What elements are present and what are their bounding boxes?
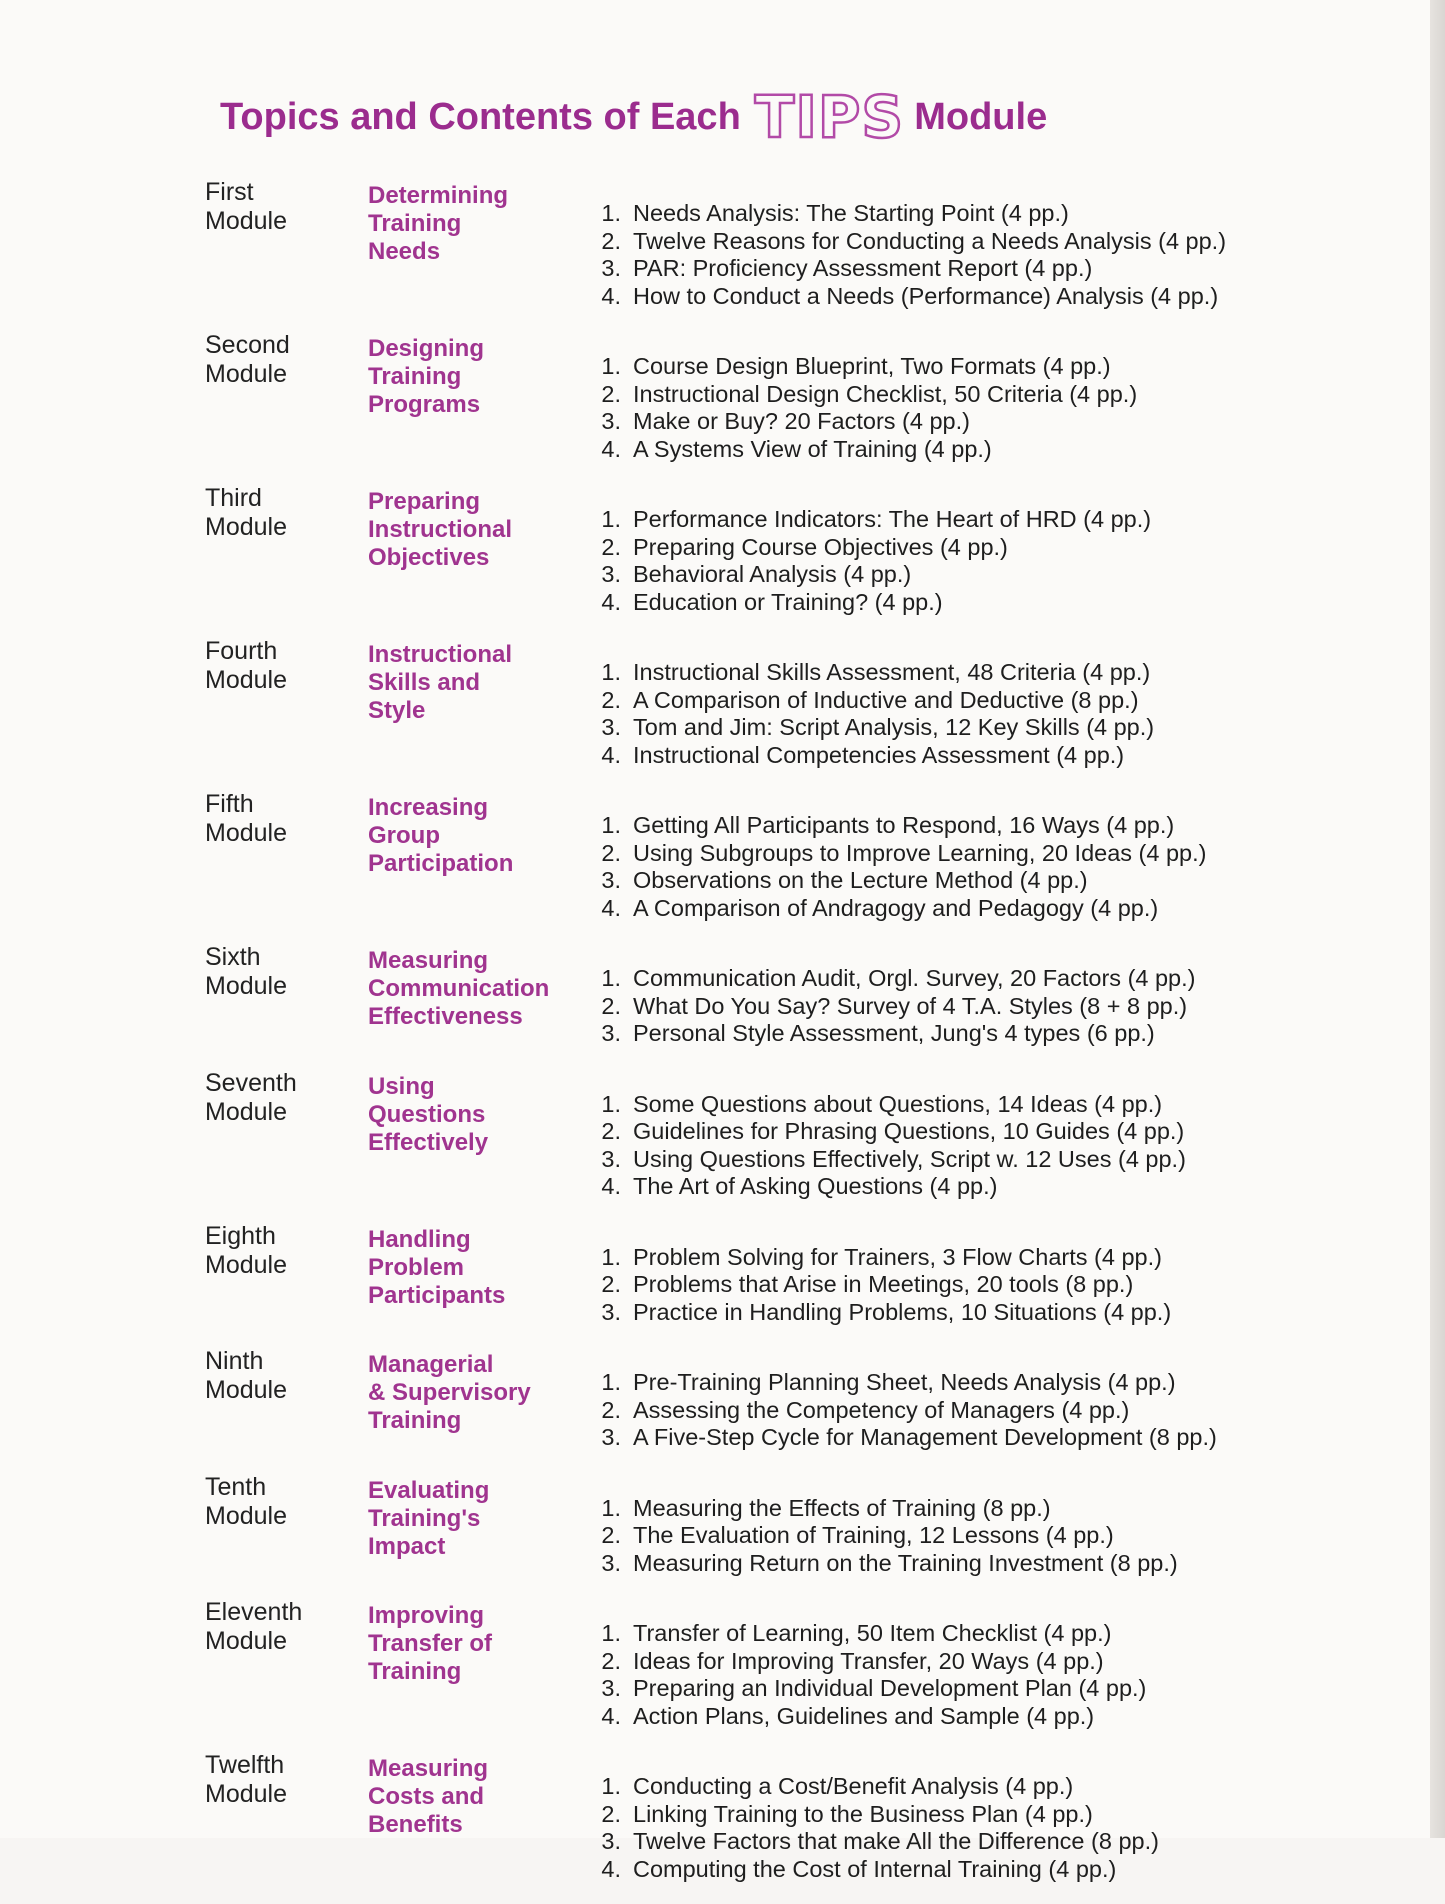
content-item-text: The Art of Asking Questions (4 pp.) (633, 1173, 998, 1199)
content-item-text: Instructional Skills Assessment, 48 Criteria (4 pp.) (633, 659, 1151, 685)
title-after: Module (914, 95, 1048, 138)
content-item-text: Ideas for Improving Transfer, 20 Ways (4 pp.) (633, 1647, 1104, 1674)
content-item-text: Instructional Design Checklist, 50 Criteria (4 pp.) (633, 380, 1138, 407)
module-topic-line: Training (368, 210, 462, 237)
module-label-word: Module (205, 819, 287, 847)
module-label-word: Module (205, 513, 287, 541)
content-item-number: 2. (601, 1522, 621, 1548)
content-item-number: 4. (601, 741, 621, 768)
module-row (205, 1222, 1275, 1327)
module-topic-line: Improving (368, 1602, 485, 1629)
module-contents (586, 1598, 1275, 1730)
content-item (586, 965, 1275, 993)
content-item-text: Behavioral Analysis (4 pp.) (633, 561, 912, 587)
content-item-number: 3. (601, 1424, 621, 1450)
module-topic-line: Training's (368, 1504, 481, 1532)
content-item (586, 589, 1275, 617)
content-item-text: A Five-Step Cycle for Management Development (8 pp.) (633, 1424, 1217, 1450)
content-item-number: 3. (601, 867, 621, 893)
module-topic-line: Handling (368, 1225, 471, 1253)
module-topic (368, 1473, 586, 1578)
content-item (586, 381, 1275, 409)
module-label-ordinal: Second (205, 331, 290, 359)
module-label (205, 1222, 368, 1327)
content-item (586, 228, 1275, 256)
content-item (586, 1397, 1275, 1425)
content-item-number: 3. (601, 1020, 621, 1046)
module-contents (586, 1069, 1275, 1201)
content-item-text: What Do You Say? Survey of 4 T.A. Styles (8 + 8 pp.) (633, 992, 1188, 1019)
content-item (586, 1773, 1275, 1801)
module-topic-line: Evaluating (368, 1476, 490, 1504)
module-label (205, 1473, 368, 1578)
module-topic-line: Increasing (368, 794, 489, 821)
title-before: Topics and Contents of Each (220, 95, 741, 138)
module-label-ordinal: Fourth (205, 637, 278, 665)
module-topic-line: Questions (368, 1100, 486, 1128)
content-item (586, 436, 1275, 464)
module-topic (368, 1751, 586, 1883)
content-item-text: Instructional Competencies Assessment (4 pp.) (633, 741, 1125, 768)
content-item-number: 2. (601, 1271, 621, 1297)
module-topic-line: Transfer of (368, 1630, 493, 1657)
module-label (205, 1751, 368, 1883)
content-item-text: Twelve Factors that make All the Difference (8 pp.) (633, 1828, 1159, 1854)
content-item-text: A Comparison of Andragogy and Pedagogy (4 pp.) (633, 894, 1159, 921)
module-label-ordinal: First (205, 178, 254, 206)
module-topic-line: Problem (368, 1253, 465, 1281)
module-topic (368, 1222, 586, 1327)
content-item-number: 3. (601, 714, 621, 740)
content-item (586, 255, 1275, 283)
module-topic-line: Preparing (368, 488, 481, 515)
content-item (586, 840, 1275, 868)
module-contents (586, 943, 1275, 1048)
content-item-number: 1. (601, 812, 621, 838)
content-item-text: Make or Buy? 20 Factors (4 pp.) (633, 408, 970, 434)
module-label-ordinal: Third (205, 484, 262, 512)
content-item-number: 1. (601, 1090, 621, 1117)
content-item-text: Needs Analysis: The Starting Point (4 pp.) (633, 200, 1069, 226)
module-topic-line: Group (368, 822, 440, 849)
module-label-word: Module (205, 360, 287, 388)
content-item (586, 200, 1275, 228)
module-contents (586, 1347, 1275, 1452)
content-item-number: 2. (601, 839, 621, 866)
content-item (586, 742, 1275, 770)
module-topic-line: Training (368, 363, 462, 390)
module-label (205, 484, 368, 616)
page-edge (1430, 0, 1445, 1838)
module-topic (368, 943, 586, 1048)
module-topic (368, 1598, 586, 1730)
module-label-ordinal: Twelfth (205, 1751, 285, 1779)
module-topic (368, 484, 586, 616)
module-topic-line: Managerial (368, 1351, 494, 1378)
module-label-ordinal: Sixth (205, 943, 261, 971)
module-contents (586, 1222, 1275, 1327)
content-item (586, 1091, 1275, 1119)
module-row (205, 1473, 1275, 1578)
content-item (586, 867, 1275, 895)
module-topic-line: Programs (368, 391, 481, 418)
module-row (205, 1751, 1275, 1883)
content-item-number: 1. (601, 1773, 621, 1799)
module-label (205, 331, 368, 463)
content-item-number: 2. (601, 1118, 621, 1144)
module-topic-line: Communication (368, 975, 550, 1002)
content-item-text: Action Plans, Guidelines and Sample (4 pp.) (633, 1702, 1095, 1729)
module-label-ordinal: Fifth (205, 790, 254, 818)
module-contents (586, 331, 1275, 463)
content-item-text: Communication Audit, Orgl. Survey, 20 Factors (4 pp.) (633, 965, 1196, 991)
content-item-text: Using Subgroups to Improve Learning, 20 Ideas (4 pp.) (633, 839, 1207, 866)
module-topic-line: Measuring (368, 947, 489, 974)
module-topic-line: Costs and (368, 1783, 485, 1810)
content-item-number: 3. (601, 1675, 621, 1701)
module-topic-line: Instructional (368, 516, 513, 543)
module-label-word: Module (205, 1780, 287, 1808)
module-label (205, 637, 368, 769)
content-item-text: Measuring the Effects of Training (8 pp.) (633, 1494, 1051, 1521)
module-label-word: Module (205, 1501, 287, 1530)
module-label-word: Module (205, 1627, 287, 1655)
content-item-text: Computing the Cost of Internal Training (4 pp.) (633, 1855, 1117, 1882)
content-item-number: 1. (601, 200, 621, 226)
content-item-text: Course Design Blueprint, Two Formats (4 pp.) (633, 353, 1111, 379)
module-topic-line: Training (368, 1658, 462, 1685)
content-item-text: Twelve Reasons for Conducting a Needs Analysis (4 pp.) (633, 227, 1227, 254)
content-item-text: A Comparison of Inductive and Deductive (8 pp.) (633, 686, 1139, 713)
module-topic-line: Designing (368, 335, 485, 362)
content-item-number: 3. (601, 408, 621, 434)
content-item-text: Preparing Course Objectives (4 pp.) (633, 533, 1008, 560)
module-topic-line: Effectiveness (368, 1003, 523, 1030)
module-label (205, 1598, 368, 1730)
module-topic-line: Training (368, 1407, 462, 1434)
module-label-word: Module (205, 1250, 287, 1279)
content-item (586, 1620, 1275, 1648)
module-contents (586, 790, 1275, 922)
content-item-text: Education or Training? (4 pp.) (633, 588, 943, 615)
content-item-number: 2. (601, 1647, 621, 1674)
content-item-text: Performance Indicators: The Heart of HRD (4 pp.) (633, 506, 1152, 532)
content-item-number: 4. (601, 1855, 621, 1882)
content-item-number: 1. (601, 353, 621, 379)
content-item-number: 1. (601, 506, 621, 532)
content-item-number: 2. (601, 1396, 621, 1423)
module-topic-line: Impact (368, 1532, 446, 1560)
content-item (586, 1146, 1275, 1174)
content-item (586, 1495, 1275, 1523)
content-item (586, 687, 1275, 715)
content-item (586, 714, 1275, 742)
content-item (586, 1173, 1275, 1201)
module-label (205, 1069, 368, 1201)
content-item-text: Assessing the Competency of Managers (4 pp.) (633, 1396, 1130, 1423)
module-topic-line: Instructional (368, 641, 513, 668)
module-row (205, 1598, 1275, 1730)
module-label-word: Module (205, 1097, 287, 1126)
content-item-number: 3. (601, 1549, 621, 1576)
content-item (586, 561, 1275, 589)
module-label-word: Module (205, 207, 287, 235)
module-topic (368, 1347, 586, 1452)
content-item (586, 1703, 1275, 1731)
content-item (586, 1244, 1275, 1272)
content-item-text: Transfer of Learning, 50 Item Checklist (4 pp.) (633, 1620, 1112, 1646)
content-item (586, 1801, 1275, 1829)
module-row (205, 637, 1275, 769)
module-contents (586, 178, 1275, 310)
content-item (586, 895, 1275, 923)
content-item-text: Problem Solving for Trainers, 3 Flow Charts (4 pp.) (633, 1243, 1162, 1270)
module-label (205, 943, 368, 1048)
content-item-number: 3. (601, 561, 621, 587)
content-item-number: 4. (601, 1173, 621, 1199)
content-item-number: 3. (601, 1828, 621, 1854)
module-topic (368, 331, 586, 463)
module-row (205, 1347, 1275, 1452)
module-list (205, 178, 1275, 1904)
module-row (205, 331, 1275, 463)
content-item-text: Guidelines for Phrasing Questions, 10 Guides (4 pp.) (633, 1118, 1185, 1144)
content-item-number: 2. (601, 992, 621, 1019)
module-topic-line: Effectively (368, 1128, 489, 1156)
content-item-number: 1. (601, 659, 621, 685)
module-row (205, 790, 1275, 922)
module-row (205, 178, 1275, 310)
content-item-number: 4. (601, 588, 621, 615)
content-item-text: Using Questions Effectively, Script w. 12 Uses (4 pp.) (633, 1145, 1186, 1172)
content-item-text: Linking Training to the Business Plan (4 pp.) (633, 1800, 1093, 1827)
content-item-number: 1. (601, 1243, 621, 1270)
content-item (586, 659, 1275, 687)
content-item (586, 1020, 1275, 1048)
page-title (220, 83, 1048, 151)
content-item-number: 2. (601, 227, 621, 254)
module-topic-line: Measuring (368, 1755, 489, 1782)
content-item-text: A Systems View of Training (4 pp.) (633, 435, 992, 462)
content-item-text: The Evaluation of Training, 12 Lessons (4 pp.) (633, 1522, 1114, 1548)
content-item (586, 1675, 1275, 1703)
module-topic-line: Objectives (368, 544, 490, 571)
module-topic-line: Skills and (368, 669, 481, 696)
module-topic (368, 637, 586, 769)
content-item-number: 4. (601, 894, 621, 921)
content-item-text: Observations on the Lecture Method (4 pp.) (633, 867, 1088, 893)
content-item-number: 1. (601, 1494, 621, 1521)
module-label-ordinal: Seventh (205, 1068, 297, 1097)
module-topic (368, 178, 586, 310)
module-row (205, 1069, 1275, 1201)
content-item-number: 1. (601, 1369, 621, 1395)
content-item (586, 1118, 1275, 1146)
content-item (586, 993, 1275, 1021)
content-item-text: Personal Style Assessment, Jung's 4 types (6 pp.) (633, 1020, 1155, 1046)
content-item-number: 3. (601, 1298, 621, 1325)
content-item-text: Conducting a Cost/Benefit Analysis (4 pp.) (633, 1773, 1074, 1799)
content-item-text: Practice in Handling Problems, 10 Situations (4 pp.) (633, 1298, 1172, 1325)
content-item-number: 3. (601, 255, 621, 281)
content-item (586, 1424, 1275, 1452)
module-label-word: Module (205, 1376, 287, 1404)
module-topic (368, 1069, 586, 1201)
module-label-ordinal: Eleventh (205, 1598, 303, 1626)
content-item-number: 2. (601, 1800, 621, 1827)
module-contents (586, 637, 1275, 769)
module-topic-line: Determining (368, 182, 509, 209)
content-item-text: Getting All Participants to Respond, 16 Ways (4 pp.) (633, 812, 1175, 838)
module-label-word: Module (205, 666, 287, 694)
content-item-number: 1. (601, 965, 621, 991)
content-item-text: PAR: Proficiency Assessment Report (4 pp.) (633, 255, 1093, 281)
content-item-text: Some Questions about Questions, 14 Ideas (4 pp.) (633, 1090, 1163, 1117)
content-item-text: Pre-Training Planning Sheet, Needs Analysis (4 pp.) (633, 1369, 1176, 1395)
content-item (586, 283, 1275, 311)
module-row (205, 943, 1275, 1048)
content-item-number: 1. (601, 1620, 621, 1646)
module-contents (586, 484, 1275, 616)
content-item (586, 1299, 1275, 1327)
module-topic-line: Benefits (368, 1811, 463, 1838)
content-item-number: 4. (601, 435, 621, 462)
module-row (205, 484, 1275, 616)
content-item-number: 4. (601, 1702, 621, 1729)
content-item-text: Preparing an Individual Development Plan (4 pp.) (633, 1675, 1147, 1701)
module-topic-line: Participation (368, 850, 514, 877)
content-item-text: How to Conduct a Needs (Performance) Analysis (4 pp.) (633, 282, 1219, 309)
content-item (586, 1828, 1275, 1856)
module-label-ordinal: Eighth (205, 1221, 276, 1250)
module-label-word: Module (205, 972, 287, 1000)
content-item (586, 1271, 1275, 1299)
module-topic-line: Style (368, 697, 426, 724)
content-item (586, 1550, 1275, 1578)
content-item (586, 408, 1275, 436)
content-item-number: 2. (601, 533, 621, 560)
module-topic (368, 790, 586, 922)
module-topic-line: Needs (368, 238, 441, 265)
module-topic-line: & Supervisory (368, 1379, 531, 1406)
content-item (586, 1369, 1275, 1397)
content-item-number: 2. (601, 686, 621, 713)
module-label (205, 178, 368, 310)
module-contents (586, 1473, 1275, 1578)
module-label-ordinal: Tenth (205, 1472, 267, 1501)
content-item-text: Measuring Return on the Training Investment (8 pp.) (633, 1549, 1178, 1576)
module-topic-line: Participants (368, 1281, 506, 1309)
content-item (586, 1856, 1275, 1884)
tips-logo: TIPS (754, 83, 905, 151)
content-item-number: 4. (601, 282, 621, 309)
content-item-text: Problems that Arise in Meetings, 20 tools (8 pp.) (633, 1271, 1134, 1297)
content-item (586, 506, 1275, 534)
content-item (586, 812, 1275, 840)
content-item-number: 3. (601, 1145, 621, 1172)
content-item (586, 1648, 1275, 1676)
content-item (586, 1522, 1275, 1550)
content-item (586, 353, 1275, 381)
module-label (205, 1347, 368, 1452)
module-contents (586, 1751, 1275, 1883)
module-label-ordinal: Ninth (205, 1347, 264, 1375)
content-item-text: Tom and Jim: Script Analysis, 12 Key Skills (4 pp.) (633, 714, 1155, 740)
module-label (205, 790, 368, 922)
module-topic-line: Using (368, 1072, 435, 1100)
content-item (586, 534, 1275, 562)
content-item-number: 2. (601, 380, 621, 407)
